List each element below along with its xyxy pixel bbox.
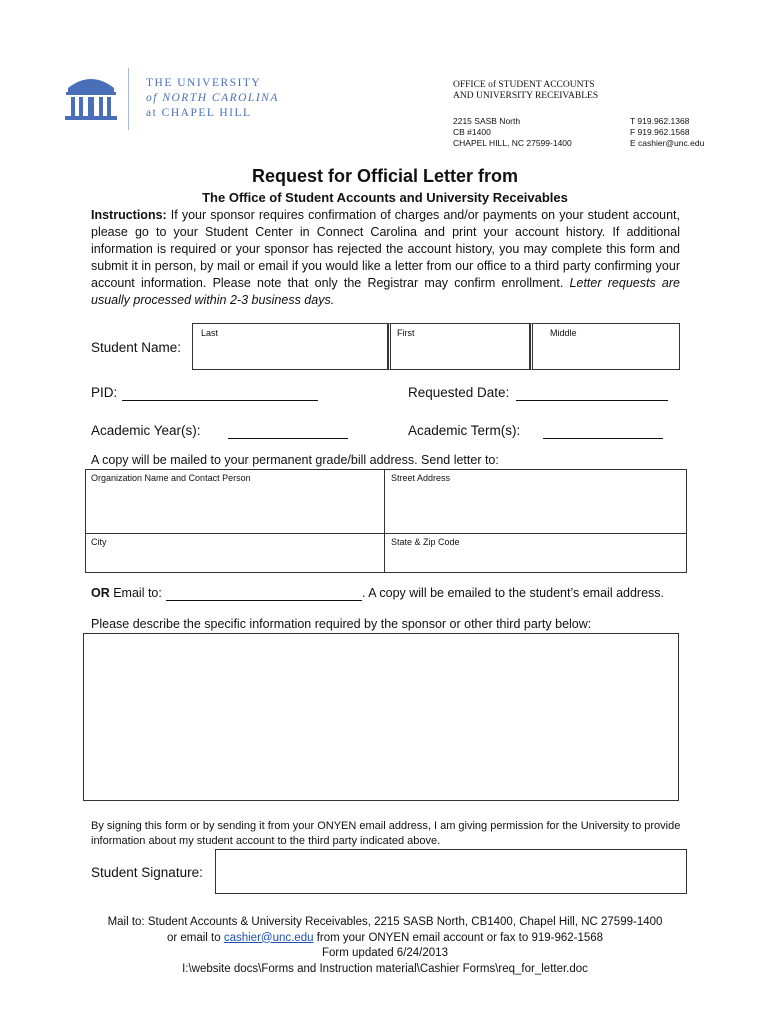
- email-to-label: [91, 586, 162, 600]
- instructions: [91, 207, 680, 309]
- signature-field[interactable]: [215, 849, 687, 894]
- state-zip-field[interactable]: [385, 533, 687, 573]
- cashier-email-link[interactable]: cashier@unc.edu: [223, 931, 314, 944]
- organization-field[interactable]: [85, 469, 385, 534]
- or-label: OR: [91, 586, 110, 600]
- state-zip-caption: State & Zip Code: [391, 537, 460, 547]
- city-field[interactable]: [85, 533, 385, 573]
- file-path: I:\website docs\Forms and Instruction material\Cashier Forms\req_for_letter.doc: [182, 962, 588, 975]
- email-label: Email to:: [109, 586, 162, 600]
- academic-year-label: Academic Year(s):: [91, 423, 201, 438]
- academic-term-field[interactable]: [543, 438, 663, 439]
- first-name-caption: First: [397, 328, 415, 338]
- university-name-line1: THE UNIVERSITY: [146, 77, 262, 89]
- processing-note: Letter requests are usually processed within 2-3 business days.: [91, 276, 680, 307]
- fax-number: F 919.962.1568: [630, 127, 690, 137]
- form-updated: Form updated 6/24/2013: [322, 947, 448, 959]
- form-subtitle: The Office of Student Accounts and University Receivables: [202, 190, 568, 205]
- office-address: [453, 116, 572, 149]
- email-copy-note: . A copy will be emailed to the student’s email address.: [362, 586, 665, 600]
- email-to-field[interactable]: [166, 600, 362, 601]
- street-address-caption: Street Address: [391, 473, 451, 483]
- academic-term-label: Academic Term(s):: [408, 423, 521, 438]
- address-line: 2215 SASB North: [453, 116, 521, 126]
- mail-to-address: Mail to: Student Accounts & University Receivables, 2215 SASB North, CB1400, Chapel Hill, NC 27599-1400: [107, 916, 663, 928]
- contact-email: E cashier@unc.edu: [630, 138, 705, 148]
- requested-date-label: Requested Date:: [408, 385, 510, 400]
- city-caption: City: [91, 537, 107, 547]
- university-name-line2: of NORTH CAROLINA: [146, 92, 279, 104]
- requested-date-field[interactable]: [516, 400, 668, 401]
- instructions-text: If your sponsor requires confirmation of charges and/or payments on your student account, please go to your Student Center in Connect Carolina and print your account history. If additional information is required or your sponsor has rejected the account history, you may complete this form and submit it in person, by mail or email if you would like a letter from our office to a third party confirming your account information. Please note that only the Registrar may confirm enrollment.: [91, 208, 680, 290]
- form-title: Request for Official Letter from: [251, 166, 519, 186]
- last-name-caption: Last: [201, 328, 219, 338]
- email-instructions: [0, 931, 770, 947]
- middle-name-caption: Middle: [550, 328, 577, 338]
- first-name-field[interactable]: [388, 323, 530, 370]
- describe-label: Please describe the specific information required by the sponsor or other third party below:: [91, 617, 592, 631]
- academic-year-field[interactable]: [228, 438, 348, 439]
- description-textarea[interactable]: [83, 633, 679, 801]
- organization-caption: Organization Name and Contact Person: [91, 473, 251, 483]
- student-name-label: Student Name:: [91, 340, 182, 355]
- office-name-line2: AND UNIVERSITY RECEIVABLES: [453, 91, 599, 101]
- footer: [0, 915, 770, 977]
- office-contact: [630, 116, 704, 149]
- old-well-logo: [62, 72, 120, 122]
- pid-label: PID:: [91, 385, 118, 400]
- university-name-line3: at CHAPEL HILL: [146, 107, 252, 119]
- signature-label: Student Signature:: [91, 865, 203, 880]
- last-name-field[interactable]: [192, 323, 388, 370]
- permission-text: By signing this form or by sending it from your ONYEN email address, I am giving permission for the University to provide information about my student account to the third party indicated above.: [91, 820, 681, 847]
- mail-copy-text: A copy will be mailed to your permanent grade/bill address. Send letter to:: [91, 453, 499, 467]
- email-prefix: or email to: [166, 931, 224, 944]
- middle-name-field[interactable]: [530, 323, 680, 370]
- pid-field[interactable]: [122, 400, 318, 401]
- address-line: CB #1400: [453, 127, 491, 137]
- phone-number: T 919.962.1368: [630, 116, 690, 126]
- office-name-line1: OFFICE of STUDENT ACCOUNTS: [453, 80, 595, 90]
- instructions-label: Instructions:: [91, 208, 167, 222]
- street-address-field[interactable]: [385, 469, 687, 534]
- logo-divider: [128, 68, 129, 130]
- address-line: CHAPEL HILL, NC 27599-1400: [453, 138, 572, 148]
- email-suffix: from your ONYEN email account or fax to 919-962-1568: [313, 931, 604, 944]
